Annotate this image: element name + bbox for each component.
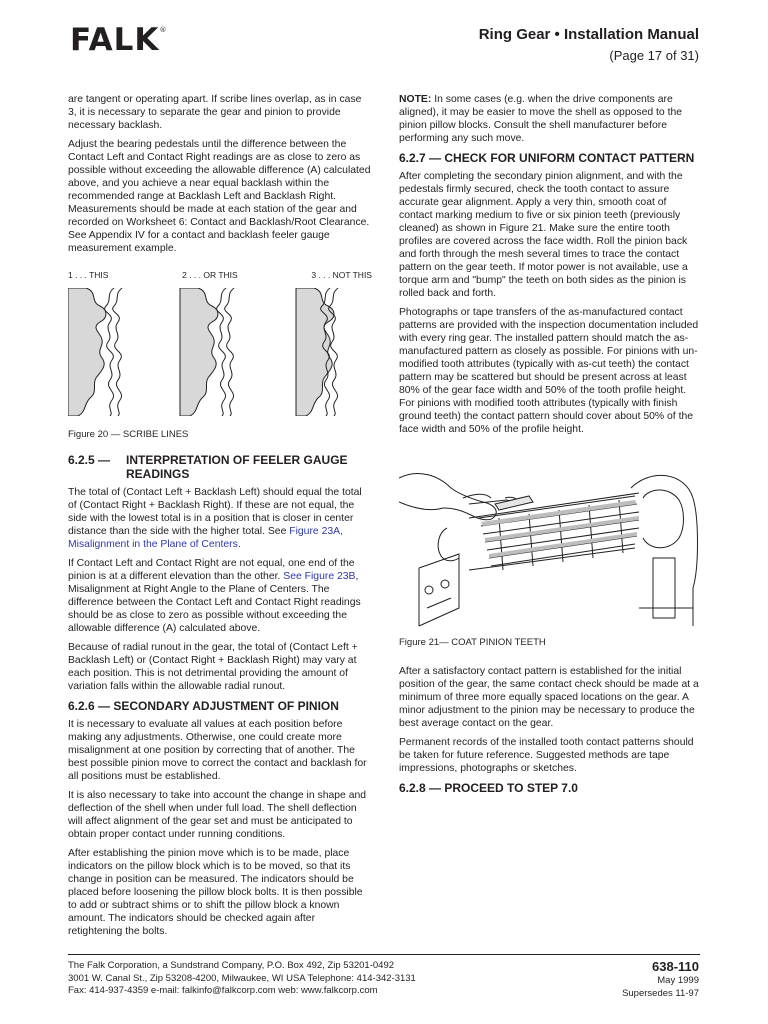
- figure-23b-link[interactable]: See Figure 23B: [283, 571, 356, 582]
- scribe-case-2: [180, 288, 234, 416]
- scribe-lines-labels: [68, 269, 372, 282]
- paragraph: Adjust the bearing pedestals until the difference between the Contact Left and Contact Right readings are as close to zero as possible without exceeding the allowable difference (A) calculated above, and you achieve a near equal backlash within the recommended range at Backlash Left and Backlash Right. Measurements should be made at each station of the gear and recorded on Worksheet 6: Contact and Backlash/Root Clearance. See Appendix IV for a contact and backlash feeler gauge measurement example.: [68, 139, 371, 254]
- page-indicator: (Page 17 of 31): [609, 48, 699, 63]
- fig-label-or-this: 2 . . . OR THIS: [182, 270, 238, 280]
- document-date: May 1999: [657, 975, 699, 986]
- text: .: [237, 539, 241, 550]
- section-6-2-6-heading: 6.2.6 — SECONDARY ADJUSTMENT OF PINION: [68, 699, 339, 713]
- text: , Misalignment at Right Angle to the Plane of Centers. The difference between the Contact Left and Contact Right readings should be as close to zero as possible without exceeding the allowable difference (A) calculated above.: [68, 571, 361, 634]
- section-6-2-8-heading: 6.2.8 — PROCEED TO STEP 7.0: [399, 781, 578, 795]
- paragraph: After establishing the pinion move which is to be made, place indicators on the pillow block which is to be moved, so that its change in position can be measured. The indicators should be placed before loosening the pillow block bolts. It is then possible to add or subtract shims or to shift the pillow block a known amount. The indicators should be checked again after retightening the bolts.: [68, 848, 363, 937]
- footer-address: [68, 960, 416, 998]
- figure-21-caption: Figure 21— COAT PINION TEETH: [399, 637, 546, 648]
- logo-registered-mark: ®: [159, 26, 168, 34]
- manual-title: Ring Gear • Installation Manual: [478, 26, 699, 43]
- scribe-lines-drawing: [68, 288, 372, 416]
- note-text: In some cases (e.g. when the drive components are aligned), it may be easier to move the shell as opposed to the pinion pillow blocks. Consult the shell manufacturer before performing any such move.: [399, 94, 683, 144]
- paragraph: Permanent records of the installed tooth contact patterns should be taken for future reference. Suggested methods are tape impressions, photographs or sketches.: [399, 737, 694, 774]
- fig-label-this: 1 . . . THIS: [68, 270, 109, 280]
- document-number: 638-110: [652, 959, 699, 974]
- logo-text: FALK: [70, 22, 160, 58]
- footer-divider: [68, 954, 700, 955]
- footer-line: 3001 W. Canal St., Zip 53208-4200, Milwaukee, WI USA Telephone: 414-342-3131: [68, 972, 416, 984]
- supersedes-note: Supersedes 11-97: [622, 987, 699, 999]
- note-paragraph: [399, 93, 700, 145]
- paragraph: After completing the secondary pinion alignment, and with the pedestals firmly secured, check the tooth contact to assure accurate gear alignment. Apply a very thin, smooth coat of contact marking medium to five or six pinion teeth (previously cleaned) as shown in Figure 21. Make sure the entire tooth profiles are covered across the face width. Roll the pinion back and forth through the mesh several times to trace the contact pattern on the gear teeth. If motor power is not available, use a torque arm and "bump" the teeth on both sides as the pinion is rolled back and forth.: [399, 171, 688, 299]
- left-column: [68, 93, 372, 944]
- section-number: 6.2.5 —: [68, 453, 111, 467]
- paragraph: It is also necessary to take into account the change in shape and deflection of the shell when under full load. The shell deflection will affect alignment of the gear set and must be anticipated to obtain proper contact under running conditions.: [68, 790, 367, 840]
- paragraph: are tangent or operating apart. If scribe lines overlap, as in case 3, it is necessary to separate the gear and pinion to provide necessary backlash.: [68, 94, 362, 131]
- paragraph: [68, 557, 372, 635]
- footer-doc-info: [622, 959, 699, 1000]
- text: If Contact Left and Contact Right are not equal, one end of the pinion is at a different elevation than the other.: [68, 558, 355, 582]
- pinion-drawing: [399, 458, 700, 628]
- falk-logo: [70, 22, 167, 58]
- section-6-2-7-heading: 6.2.7 — CHECK FOR UNIFORM CONTACT PATTERN: [399, 151, 695, 165]
- coat-pinion-teeth-illustration: [399, 458, 700, 628]
- paragraph: [68, 486, 372, 551]
- footer-line: The Falk Corporation, a Sundstrand Company, P.O. Box 492, Zip 53201-0492: [68, 960, 395, 971]
- figure-20-caption: Figure 20 — SCRIBE LINES: [68, 429, 189, 440]
- paragraph: Because of radial runout in the gear, the total of (Contact Left + Backlash Left) or (Contact Right + Backlash Right) may vary at each position. This is not detrimental providing the amount of variation falls within the allowable radial runout.: [68, 642, 358, 692]
- footer-line: Fax: 414-937-4359 e-mail: falkinfo@falkcorp.com web: www.falkcorp.com: [68, 985, 378, 996]
- paragraph: It is necessary to evaluate all values at each position before making any adjustments. Otherwise, one could create more misalignment at one position by correcting that of another. The best possible pinion move to correct the contact and backlash for all positions must be established.: [68, 719, 367, 782]
- text: The total of (Contact Left + Backlash Left) should equal the total of (Contact Right + Backlash Right). If these are not equal, the side with the lowest total is in a position that is closer in center distance than the side with the higher total. See: [68, 487, 362, 537]
- scribe-lines-figure: [68, 288, 372, 416]
- scribe-case-1: [68, 288, 122, 416]
- paragraph: Photographs or tape transfers of the as-manufactured contact patterns are provided with the inspection documentation included with every ring gear. The installed pattern should match the as-manufactured pattern as closely as possible. For pinions with un-modified tooth attributes (typically with as-cut teeth) the contact pattern may be scattered but should be present across at least 80% of the gear face width and 50% of the tooth profile height. For pinions with modified tooth attributes (typically with finish ground teeth) the contact pattern should cover about 50% of the face width and 50% of the profile height.: [399, 307, 699, 435]
- right-column: [399, 93, 700, 800]
- figure-23a-link[interactable]: Figure 23A, Misalignment in the Plane of Centers: [68, 526, 343, 550]
- section-6-2-5-heading: [68, 453, 372, 481]
- fig-label-not-this: 3 . . . NOT THIS: [311, 270, 372, 280]
- scribe-case-3: [296, 288, 338, 416]
- section-title: INTERPRETATION OF FEELER GAUGE READINGS: [126, 453, 348, 481]
- note-label: NOTE:: [399, 94, 432, 105]
- paragraph: After a satisfactory contact pattern is established for the initial position of the gear, the same contact check should be made at a minimum of three more equally spaced locations on the gear. A minor adjustment to the pinion may be necessary to produce the best average contact on the gear.: [399, 666, 699, 729]
